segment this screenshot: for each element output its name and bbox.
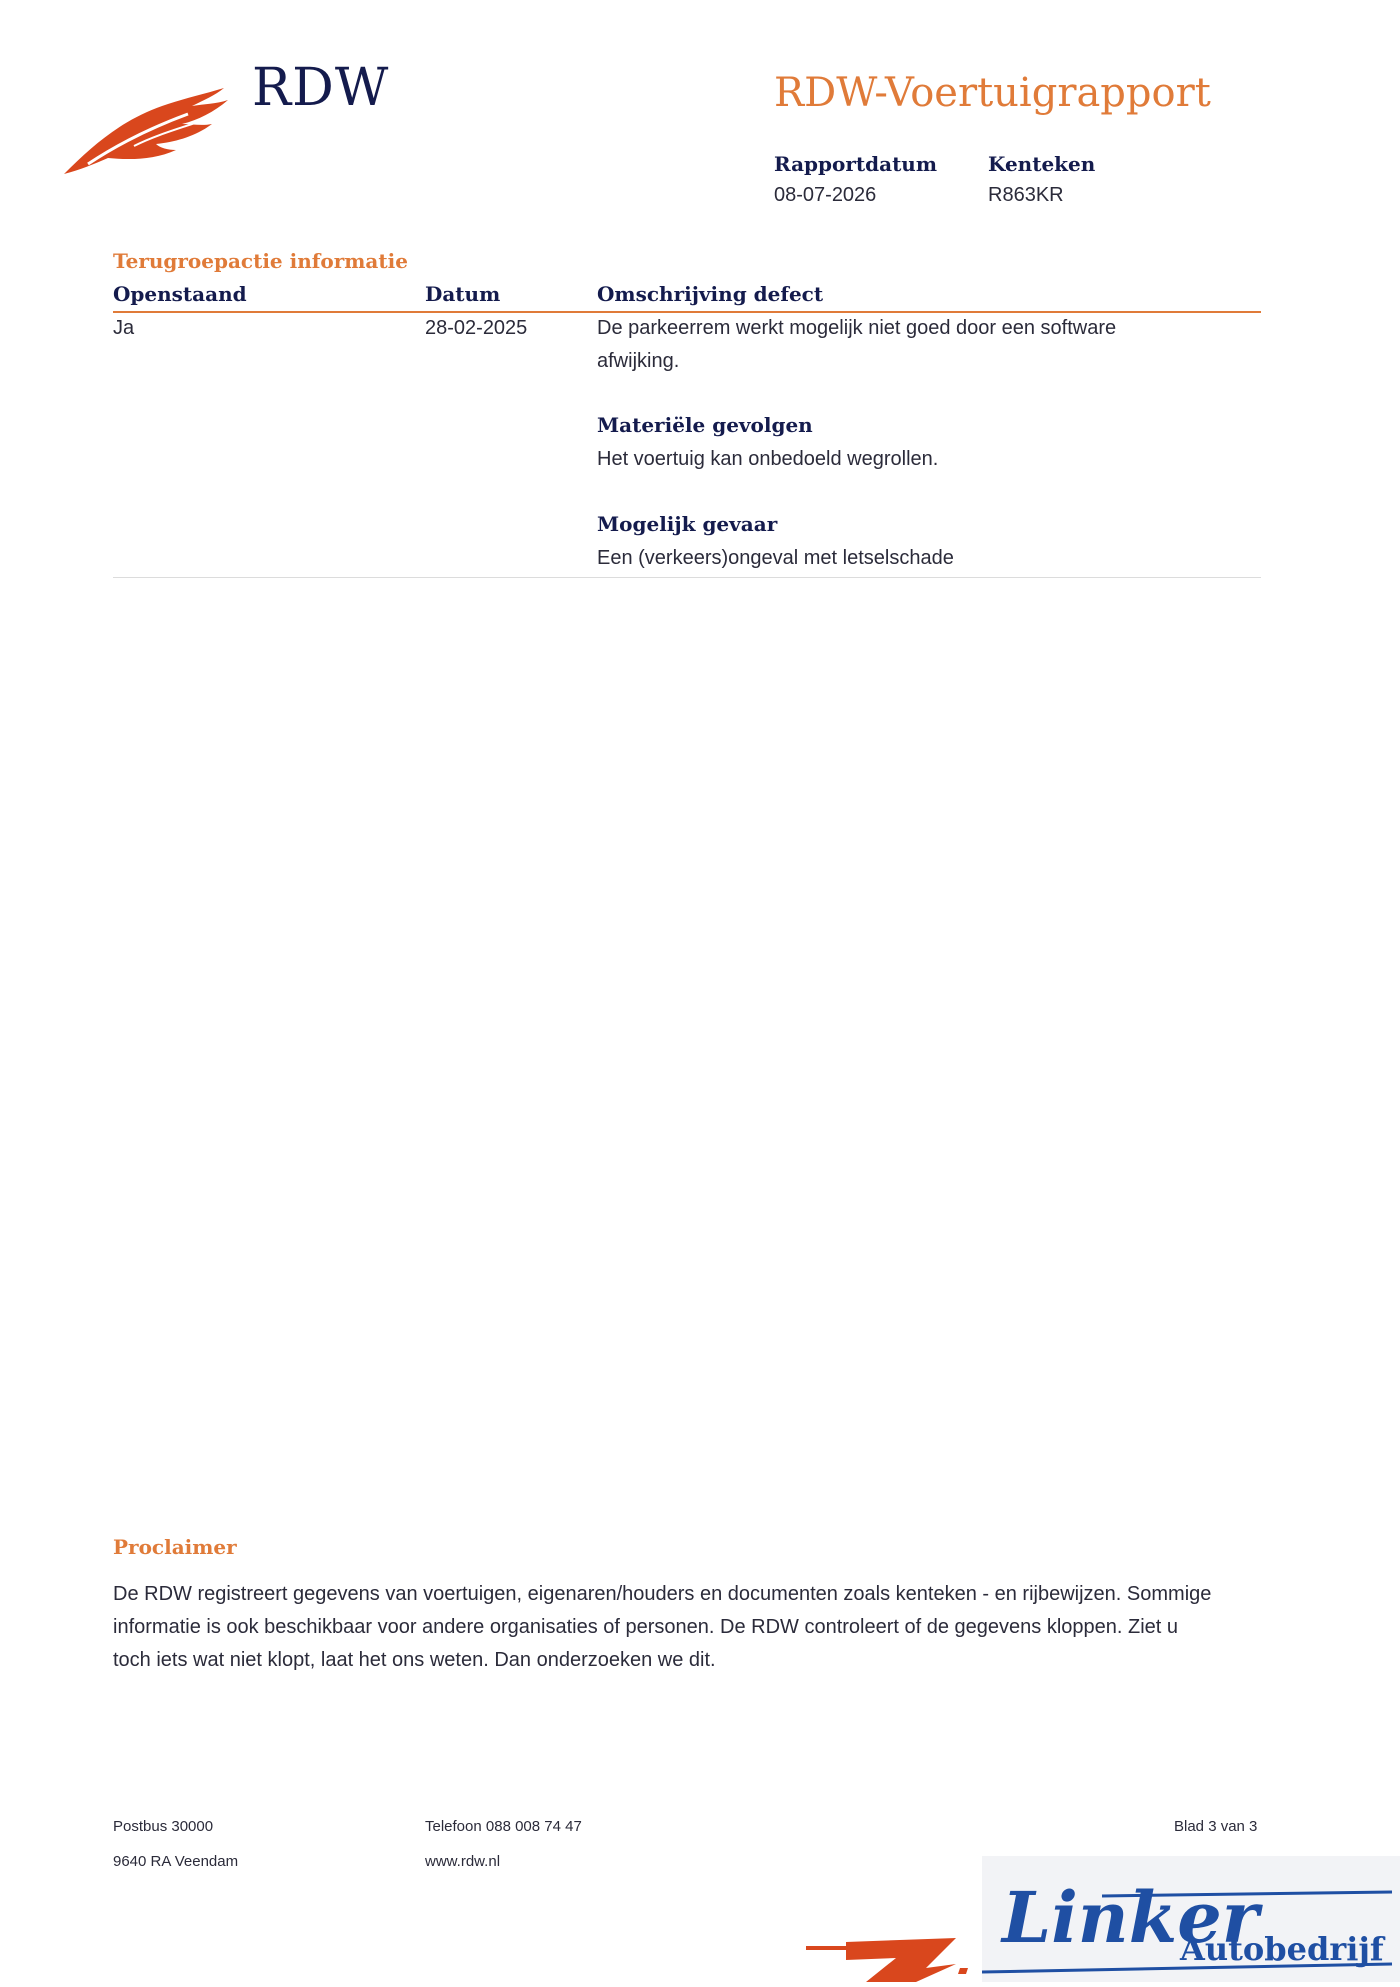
- material-consequences-text: Het voertuig kan onbedoeld wegrollen.: [597, 448, 939, 470]
- footer-postbus: Postbus 30000: [113, 1818, 214, 1835]
- rdw-logo-icon: [64, 88, 236, 178]
- rdw-logo-text: RDW: [252, 58, 390, 118]
- footer-page-number: Blad 3 van 3: [1174, 1818, 1258, 1835]
- linker-name: Linker: [1002, 1876, 1259, 1959]
- recall-open-value: Ja: [113, 317, 135, 339]
- recall-section-title: Terugroepactie informatie: [113, 249, 408, 273]
- proclaimer-title: Proclaimer: [113, 1535, 237, 1559]
- report-date-label: Rapportdatum: [774, 152, 938, 176]
- col-head-open: Openstaand: [113, 282, 247, 306]
- orange-swoosh-icon: [806, 1924, 986, 1982]
- footer-web: www.rdw.nl: [425, 1853, 501, 1870]
- table-bottom-divider: [113, 577, 1261, 578]
- report-date-value: 08-07-2026: [774, 184, 877, 206]
- material-consequences-label: Materiële gevolgen: [597, 413, 813, 437]
- footer-phone: Telefoon 088 008 74 47: [425, 1818, 582, 1835]
- recall-description: De parkeerrem werkt mogelijk niet goed door een software afwijking.: [597, 317, 1117, 372]
- col-head-description: Omschrijving defect: [597, 282, 824, 306]
- linker-watermark: [982, 1856, 1400, 1982]
- possible-danger-label: Mogelijk gevaar: [597, 512, 778, 536]
- footer-city: 9640 RA Veendam: [113, 1853, 239, 1870]
- plate-label: Kenteken: [988, 152, 1096, 176]
- page-title: RDW-Voertuigrapport: [774, 70, 1211, 116]
- recall-date-value: 28-02-2025: [425, 317, 528, 339]
- proclaimer-text: De RDW registreert gegevens van voertuigen, eigenaren/houders en documenten zoals kenteken - en rijbewijzen. Sommige informatie is ook beschikbaar voor andere organisaties of personen. De RDW controleert of de gegevens kloppen. Ziet u toch iets wat niet klopt, laat het ons weten. Dan onderzoeken we dit.: [113, 1583, 1212, 1671]
- plate-value: R863KR: [988, 184, 1064, 206]
- linker-logo-icon: [982, 1856, 1400, 1982]
- col-head-date: Datum: [425, 282, 501, 306]
- linker-sub: Autobedrijf: [1180, 1930, 1384, 1968]
- possible-danger-text: Een (verkeers)ongeval met letselschade: [597, 547, 954, 569]
